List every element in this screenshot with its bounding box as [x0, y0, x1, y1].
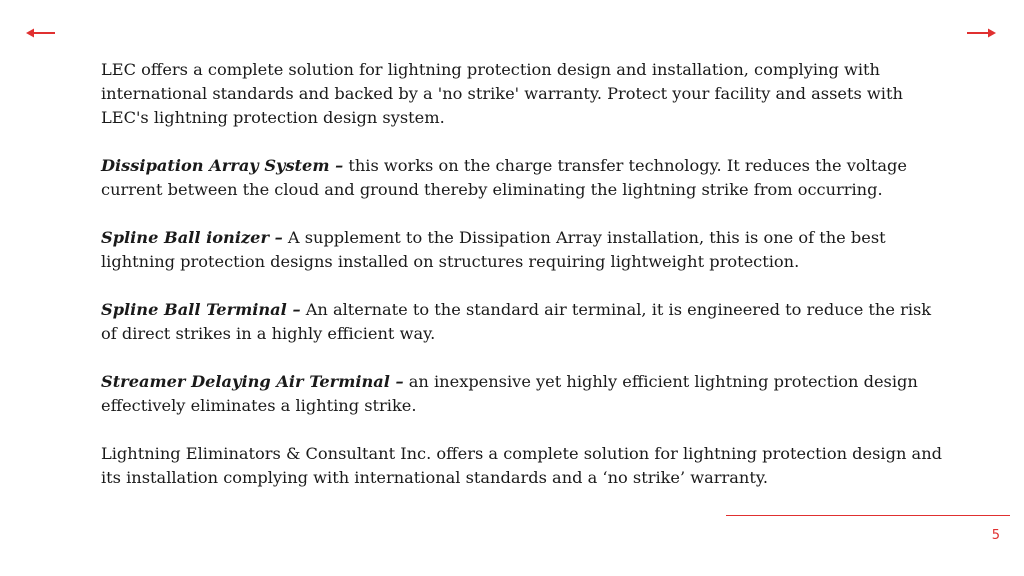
item-description: A supplement to the Dissipation Array installation, this is one of the best lightning protection designs installed on structures requiring lightweight protection. [101, 228, 886, 271]
item-term: Dissipation Array System – [101, 156, 344, 175]
item-streamer-delaying-air-terminal [101, 370, 951, 418]
page-number: 5 [991, 528, 1000, 543]
arrow-left-icon[interactable] [24, 24, 56, 42]
item-description: an inexpensive yet highly efficient lightning protection design effectively eliminates a lighting strike. [101, 372, 918, 415]
item-spline-ball-ionizer [101, 226, 951, 274]
slide-body [101, 58, 951, 514]
item-description: this works on the charge transfer technology. It reduces the voltage current between the cloud and ground thereby eliminating the lightning strike from occurring. [101, 156, 907, 199]
intro-paragraph: LEC offers a complete solution for lightning protection design and installation, complying with international standards and backed by a 'no strike' warranty. Protect your facility and assets with LEC's lightning protection design system. [101, 60, 903, 127]
item-term: Streamer Delaying Air Terminal – [101, 372, 404, 391]
closing-paragraph: Lightning Eliminators & Consultant Inc. offers a complete solution for lightning protection design and its installation complying with international standards and a ‘no strike’ warranty. [101, 444, 942, 487]
item-description: An alternate to the standard air terminal, it is engineered to reduce the risk of direct strikes in a highly efficient way. [101, 300, 932, 343]
footer-divider [726, 515, 1010, 516]
item-dissipation-array [101, 154, 951, 202]
item-term: Spline Ball ionizer – [101, 228, 283, 247]
item-term: Spline Ball Terminal – [101, 300, 301, 319]
arrow-right-icon[interactable] [966, 24, 998, 42]
item-spline-ball-terminal [101, 298, 951, 346]
